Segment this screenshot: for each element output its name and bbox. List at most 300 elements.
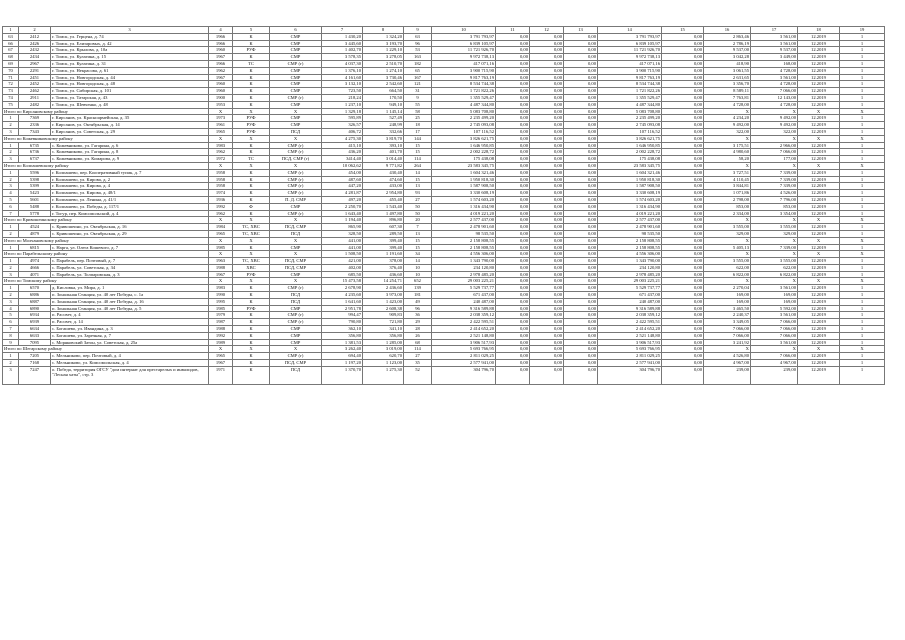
- table-cell: X: [704, 278, 751, 285]
- table-cell: 12.2019: [798, 190, 840, 197]
- address-cell: с. Богашево, ул. Заречная, д. 7: [51, 332, 209, 339]
- table-cell: 7 066,00: [751, 332, 798, 339]
- table-cell: 12.2019: [798, 305, 840, 312]
- table-cell: 68: [404, 339, 432, 346]
- table-cell: 1 329,18: [322, 108, 363, 115]
- table-cell: 12.2019: [798, 74, 840, 81]
- table-cell: СМР (г): [270, 94, 322, 101]
- address-cell: п. Зональная Станция, ул. 40 лет Победы, с. 1а: [51, 292, 209, 299]
- table-cell: 58,20: [704, 156, 751, 163]
- table-cell: К: [233, 169, 270, 176]
- table-cell: 1953: [209, 101, 233, 108]
- table-cell: 1: [840, 156, 885, 163]
- table-cell: 1: [840, 258, 885, 265]
- table-cell: 0,00: [530, 278, 564, 285]
- table-cell: 1 285,00: [363, 339, 404, 346]
- table-cell: 169,00: [751, 298, 798, 305]
- table-cell: 0,00: [530, 47, 564, 54]
- subtotal-label: Итого по Томскому району: [3, 278, 209, 285]
- table-cell: 2 577 437,00: [598, 217, 662, 224]
- table-cell: 9 316 589,88: [598, 305, 662, 312]
- table-cell: 865,90: [322, 224, 363, 231]
- table-row: [3, 360, 885, 367]
- table-cell: 1 316 434,90: [598, 203, 662, 210]
- table-cell: 685,50: [322, 271, 363, 278]
- table-cell: 63: [404, 33, 432, 40]
- table-cell: 3 561,00: [751, 285, 798, 292]
- table-cell: 50: [404, 203, 432, 210]
- table-cell: 1995: [209, 298, 233, 305]
- table-cell: 694,40: [322, 353, 363, 360]
- table-cell: 2: [3, 122, 19, 129]
- table-cell: 2291: [19, 67, 51, 74]
- address-cell: г. Томск, ул. Новгородская, д. 48: [51, 81, 209, 88]
- table-cell: 1: [840, 128, 885, 135]
- table-cell: 0,00: [662, 312, 704, 319]
- table-cell: ТС, ХВС: [233, 230, 270, 237]
- table-cell: К: [233, 74, 270, 81]
- table-cell: 96: [404, 305, 432, 312]
- address-cell: с. Нарга, ул. Олега Кошевого, д. 7: [51, 244, 209, 251]
- column-number-cell: 12: [530, 27, 564, 34]
- table-cell: 6: [3, 319, 19, 326]
- table-cell: 239,00: [704, 366, 751, 384]
- table-cell: 4 019 221,20: [432, 210, 496, 217]
- table-cell: 3 730,46: [363, 74, 404, 81]
- table-cell: 1 194,40: [322, 217, 363, 224]
- table-cell: 2 577 941,00: [432, 360, 496, 367]
- table-cell: 1979: [209, 312, 233, 319]
- table-cell: 3 019,00: [363, 346, 404, 353]
- table-cell: ПСД: [270, 292, 322, 299]
- table-cell: 3 555,00: [704, 224, 751, 231]
- table-cell: К: [233, 285, 270, 292]
- table-cell: 3 727,51: [704, 169, 751, 176]
- table-cell: 1: [840, 292, 885, 299]
- address-cell: г. Томск, ул. Елизаровых, д. 42: [51, 40, 209, 47]
- table-cell: 2 158 808,55: [432, 244, 496, 251]
- table-cell: РУФ: [233, 47, 270, 54]
- table-cell: 0,00: [662, 88, 704, 95]
- table-cell: СМР: [270, 115, 322, 122]
- table-cell: 402,00: [322, 264, 363, 271]
- table-cell: 2 270,04: [704, 285, 751, 292]
- table-cell: 0,00: [564, 128, 598, 135]
- table-cell: 234 120,80: [432, 264, 496, 271]
- table-cell: 23 583 345,75: [598, 162, 662, 169]
- table-cell: 0,00: [530, 81, 564, 88]
- table-cell: 12.2019: [798, 183, 840, 190]
- table-cell: 169,00: [704, 292, 751, 299]
- table-cell: 0,00: [496, 101, 530, 108]
- table-cell: 0,00: [662, 190, 704, 197]
- table-cell: 1962: [209, 210, 233, 217]
- table-cell: 3: [3, 183, 19, 190]
- table-cell: 1: [3, 169, 19, 176]
- table-cell: 2 235 499,20: [598, 115, 662, 122]
- table-cell: ПСД: [270, 298, 322, 305]
- address-cell: п. Зональная Станция, ул. 40 лет Победы, д. 5: [51, 305, 209, 312]
- address-cell: г. Томск, ул. Татарская, д. 43: [51, 94, 209, 101]
- table-cell: 3 826 621,75: [432, 135, 496, 142]
- table-cell: X: [209, 108, 233, 115]
- table-cell: X: [233, 278, 270, 285]
- table-cell: 1962: [209, 149, 233, 156]
- table-cell: К: [233, 332, 270, 339]
- table-cell: 3 278,05: [363, 54, 404, 61]
- table-cell: 8 534 744,38: [598, 81, 662, 88]
- table-cell: 1 355 529,47: [598, 94, 662, 101]
- table-cell: 853,00: [751, 203, 798, 210]
- table-cell: 1 543,40: [363, 203, 404, 210]
- table-cell: 4 037,30: [322, 60, 363, 67]
- table-row: [3, 258, 885, 265]
- table-cell: 1 274,10: [363, 67, 404, 74]
- table-row: [3, 88, 885, 95]
- table-cell: РУФ: [233, 271, 270, 278]
- table-cell: 9 972 738,13: [598, 54, 662, 61]
- table-cell: 417 071,16: [432, 60, 496, 67]
- table-cell: 0,00: [496, 360, 530, 367]
- table-cell: 0,00: [564, 264, 598, 271]
- table-cell: 58: [404, 108, 432, 115]
- table-cell: 0,00: [530, 149, 564, 156]
- table-cell: X: [704, 135, 751, 142]
- table-cell: 170,50: [363, 94, 404, 101]
- column-number-cell: 13: [564, 27, 598, 34]
- table-cell: 2 951,78: [322, 305, 363, 312]
- table-cell: 2 631,65: [704, 74, 751, 81]
- table-cell: 98 535,50: [598, 230, 662, 237]
- table-cell: 3 555,00: [751, 224, 798, 231]
- table-cell: 49: [404, 298, 432, 305]
- table-cell: К: [233, 40, 270, 47]
- address-cell: г. Тогур, пер. Комсомольский, д. 4: [51, 210, 209, 217]
- table-cell: 0,00: [530, 332, 564, 339]
- table-cell: 1: [840, 115, 885, 122]
- table-cell: 0,00: [530, 128, 564, 135]
- table-cell: 0,00: [496, 190, 530, 197]
- table-cell: 168,00: [751, 60, 798, 67]
- table-cell: X: [798, 237, 840, 244]
- table-cell: 0,00: [564, 74, 598, 81]
- table-cell: 2 478 901,60: [598, 224, 662, 231]
- table-cell: 29: [404, 319, 432, 326]
- table-cell: 4 556 306,00: [432, 251, 496, 258]
- table-cell: 4: [3, 190, 19, 197]
- table-cell: 0,00: [530, 115, 564, 122]
- table-cell: 1 641,60: [322, 298, 363, 305]
- table-cell: 0,00: [496, 292, 530, 299]
- address-cell: г. Томск, ул. Некрасова, д. 61: [51, 67, 209, 74]
- column-number-cell: 17: [751, 27, 798, 34]
- table-cell: 0,00: [530, 176, 564, 183]
- column-number-row: [3, 27, 885, 34]
- table-cell: 1 508,50: [322, 251, 363, 258]
- address-cell: с. Мельниково, ул. Комсомольская, д. 4: [51, 360, 209, 367]
- table-cell: 1: [840, 60, 885, 67]
- table-cell: 0,00: [496, 196, 530, 203]
- table-cell: 12.2019: [798, 224, 840, 231]
- table-cell: 1 950 818,30: [598, 176, 662, 183]
- table-cell: 26: [404, 332, 432, 339]
- table-cell: 5 083 708,80: [432, 108, 496, 115]
- table-cell: 1965: [209, 353, 233, 360]
- table-cell: СМР: [270, 326, 322, 333]
- table-cell: РУФ: [233, 115, 270, 122]
- table-cell: 3 561,00: [751, 74, 798, 81]
- table-cell: 304 796,70: [432, 366, 496, 384]
- table-row: [3, 271, 885, 278]
- table-cell: 12.2019: [798, 292, 840, 299]
- table-cell: X: [270, 251, 322, 258]
- table-cell: 114: [404, 346, 432, 353]
- subtotal-label: Итого по Кожевниковскому району: [3, 135, 209, 142]
- table-cell: 27: [404, 196, 432, 203]
- table-cell: 181: [404, 292, 432, 299]
- subtotal-row: [3, 108, 885, 115]
- table-cell: 4974: [19, 258, 51, 265]
- column-number-cell: 8: [363, 27, 404, 34]
- table-cell: 3 175,51: [704, 142, 751, 149]
- table-cell: 0,00: [496, 156, 530, 163]
- table-cell: 14 254,71: [363, 278, 404, 285]
- table-cell: К: [233, 88, 270, 95]
- table-cell: 0,00: [564, 230, 598, 237]
- table-cell: X: [798, 217, 840, 224]
- table-cell: 3 330 608,19: [432, 190, 496, 197]
- table-cell: 441,00: [322, 244, 363, 251]
- table-cell: 0,00: [496, 40, 530, 47]
- table-cell: 12.2019: [798, 203, 840, 210]
- table-cell: СМР (г): [270, 312, 322, 319]
- table-cell: 2 478 901,60: [432, 224, 496, 231]
- table-cell: 98 535,50: [432, 230, 496, 237]
- table-cell: 436,60: [363, 271, 404, 278]
- table-cell: 1 646 950,85: [432, 142, 496, 149]
- table-cell: 0,00: [662, 149, 704, 156]
- table-cell: 4 728,00: [751, 101, 798, 108]
- table-cell: 0,00: [564, 88, 598, 95]
- table-cell: 0,00: [496, 339, 530, 346]
- table-cell: 0,00: [530, 258, 564, 265]
- table-cell: 0,00: [530, 346, 564, 353]
- table-cell: 3 906 517,93: [598, 339, 662, 346]
- table-cell: 1: [840, 47, 885, 54]
- table-cell: 1983: [209, 142, 233, 149]
- subtotal-row: [3, 346, 885, 353]
- table-cell: 15: [404, 142, 432, 149]
- table-cell: 0,00: [662, 203, 704, 210]
- table-cell: 68: [3, 54, 19, 61]
- table-cell: 7 796,00: [751, 196, 798, 203]
- table-cell: 1: [840, 40, 885, 47]
- address-cell: с. Моряковский Затон, ул. Советская, д. 25а: [51, 339, 209, 346]
- table-cell: 329,00: [704, 230, 751, 237]
- table-cell: 2 521 148,80: [432, 332, 496, 339]
- table-cell: К: [233, 298, 270, 305]
- table-cell: 9 492,00: [704, 122, 751, 129]
- table-cell: 0,00: [564, 217, 598, 224]
- table-cell: 436,20: [322, 149, 363, 156]
- table-cell: 790,80: [322, 319, 363, 326]
- table-cell: 1971: [209, 366, 233, 384]
- table-cell: 0,00: [530, 74, 564, 81]
- table-cell: 0,00: [530, 122, 564, 129]
- table-cell: 1: [840, 305, 885, 312]
- table-cell: 2 158 808,55: [432, 237, 496, 244]
- table-cell: СМР (г): [270, 149, 322, 156]
- table-cell: 0,00: [530, 196, 564, 203]
- table-cell: 909,83: [363, 312, 404, 319]
- table-cell: 12.2019: [798, 326, 840, 333]
- table-cell: 1967: [209, 271, 233, 278]
- table-cell: 0,00: [564, 67, 598, 74]
- table-cell: 2 786,19: [704, 40, 751, 47]
- table-cell: СМР (г): [270, 142, 322, 149]
- table-cell: 52: [404, 366, 432, 384]
- table-cell: 430,40: [363, 169, 404, 176]
- table-cell: 6890: [19, 305, 51, 312]
- table-cell: 0,00: [662, 217, 704, 224]
- table-cell: 3 193,70: [363, 40, 404, 47]
- table-cell: 1: [840, 360, 885, 367]
- address-cell: с. Кожевниково, ул. Гагарина, д. 8: [51, 149, 209, 156]
- table-cell: 3 555,00: [751, 258, 798, 265]
- table-cell: X: [751, 237, 798, 244]
- table-cell: 7 066,00: [751, 353, 798, 360]
- address-cell: с. Парабель, пер. Почтовый, д. 7: [51, 258, 209, 265]
- table-cell: 0,00: [496, 346, 530, 353]
- table-cell: X: [798, 251, 840, 258]
- table-cell: К: [233, 292, 270, 299]
- table-cell: 12.2019: [798, 40, 840, 47]
- table-cell: 114: [404, 156, 432, 163]
- table-cell: 0,00: [662, 183, 704, 190]
- table-cell: 1: [3, 353, 19, 360]
- table-cell: 107 116,52: [432, 128, 496, 135]
- table-cell: 1 950 818,30: [432, 176, 496, 183]
- table-body: [3, 27, 885, 385]
- table-cell: 4 019 221,20: [598, 210, 662, 217]
- table-cell: 1: [840, 196, 885, 203]
- table-cell: 5 083 708,80: [598, 108, 662, 115]
- table-cell: 0,00: [496, 81, 530, 88]
- table-cell: 0,00: [564, 54, 598, 61]
- address-cell: г. Томск, ул. Кулагина, д. 15: [51, 54, 209, 61]
- table-cell: 0,00: [564, 156, 598, 163]
- table-cell: X: [704, 162, 751, 169]
- column-number-cell: 9: [404, 27, 432, 34]
- table-cell: 5778: [19, 210, 51, 217]
- subtotal-row: [3, 135, 885, 142]
- table-cell: 28: [404, 326, 432, 333]
- table-row: [3, 47, 885, 54]
- table-cell: 3 561,00: [751, 339, 798, 346]
- table-cell: 240 487,00: [598, 298, 662, 305]
- address-cell: г. Колпашево, ул. Победы, д. 117/1: [51, 203, 209, 210]
- table-cell: 1965: [209, 128, 233, 135]
- table-row: [3, 176, 885, 183]
- table-cell: 4 161,60: [322, 74, 363, 81]
- table-cell: 0,00: [530, 285, 564, 292]
- table-cell: 1: [3, 244, 19, 251]
- table-cell: 0,00: [530, 142, 564, 149]
- table-cell: СМР: [270, 40, 322, 47]
- table-cell: 0,00: [662, 224, 704, 231]
- column-number-cell: 4: [209, 27, 233, 34]
- table-cell: 1 191,60: [363, 251, 404, 258]
- table-cell: 0,00: [530, 319, 564, 326]
- table-cell: 0,00: [530, 210, 564, 217]
- table-cell: 23 583 345,75: [432, 162, 496, 169]
- table-cell: 2 577 941,00: [598, 360, 662, 367]
- table-cell: 2 414 652,20: [598, 326, 662, 333]
- table-cell: 0,00: [496, 162, 530, 169]
- table-cell: X: [704, 237, 751, 244]
- column-number-cell: 2: [19, 27, 51, 34]
- table-cell: 0,00: [496, 271, 530, 278]
- table-cell: 11 721 926,70: [598, 47, 662, 54]
- table-cell: 0,00: [530, 101, 564, 108]
- table-row: [3, 74, 885, 81]
- table-cell: 34: [404, 251, 432, 258]
- table-cell: ТС, ХВС: [233, 224, 270, 231]
- table-cell: 50: [404, 210, 432, 217]
- table-cell: 0,00: [564, 271, 598, 278]
- table-cell: 671 437,00: [598, 292, 662, 299]
- table-cell: 0,00: [496, 366, 530, 384]
- table-cell: 1 646 950,85: [598, 142, 662, 149]
- table-cell: 1967: [209, 360, 233, 367]
- table-cell: 3 791 793,97: [432, 33, 496, 40]
- table-cell: 723,50: [322, 88, 363, 95]
- table-cell: К: [233, 176, 270, 183]
- table-cell: 0,00: [564, 210, 598, 217]
- table-row: [3, 332, 885, 339]
- table-cell: 0,00: [564, 278, 598, 285]
- table-row: [3, 298, 885, 305]
- table-cell: 1 376,10: [322, 67, 363, 74]
- column-number-cell: 5: [233, 27, 270, 34]
- table-cell: 0,00: [530, 156, 564, 163]
- table-cell: 3 561,00: [751, 40, 798, 47]
- table-cell: 1 381,53: [322, 339, 363, 346]
- table-cell: 1: [3, 285, 19, 292]
- column-number-cell: 16: [704, 27, 751, 34]
- table-cell: 0,00: [662, 305, 704, 312]
- table-cell: 4 728,00: [751, 81, 798, 88]
- table-cell: 1 497,80: [363, 210, 404, 217]
- table-cell: 0,00: [496, 224, 530, 231]
- table-cell: 2 811 029,25: [598, 353, 662, 360]
- table-cell: 0,00: [530, 190, 564, 197]
- table-cell: 12.2019: [798, 67, 840, 74]
- table-cell: 6633: [19, 332, 51, 339]
- table-cell: 12.2019: [798, 196, 840, 203]
- table-cell: 0,00: [530, 67, 564, 74]
- table-row: [3, 210, 885, 217]
- address-cell: г. Томск, ул. Шевченко, д. 48: [51, 101, 209, 108]
- table-cell: 3: [3, 156, 19, 163]
- table-cell: 2 510,70: [363, 60, 404, 67]
- table-cell: 0,00: [496, 183, 530, 190]
- table-cell: СМР: [270, 88, 322, 95]
- table-cell: 2 745 093,08: [598, 122, 662, 129]
- table-cell: 12.2019: [798, 244, 840, 251]
- table-cell: 1990: [209, 292, 233, 299]
- column-number-cell: 18: [798, 27, 840, 34]
